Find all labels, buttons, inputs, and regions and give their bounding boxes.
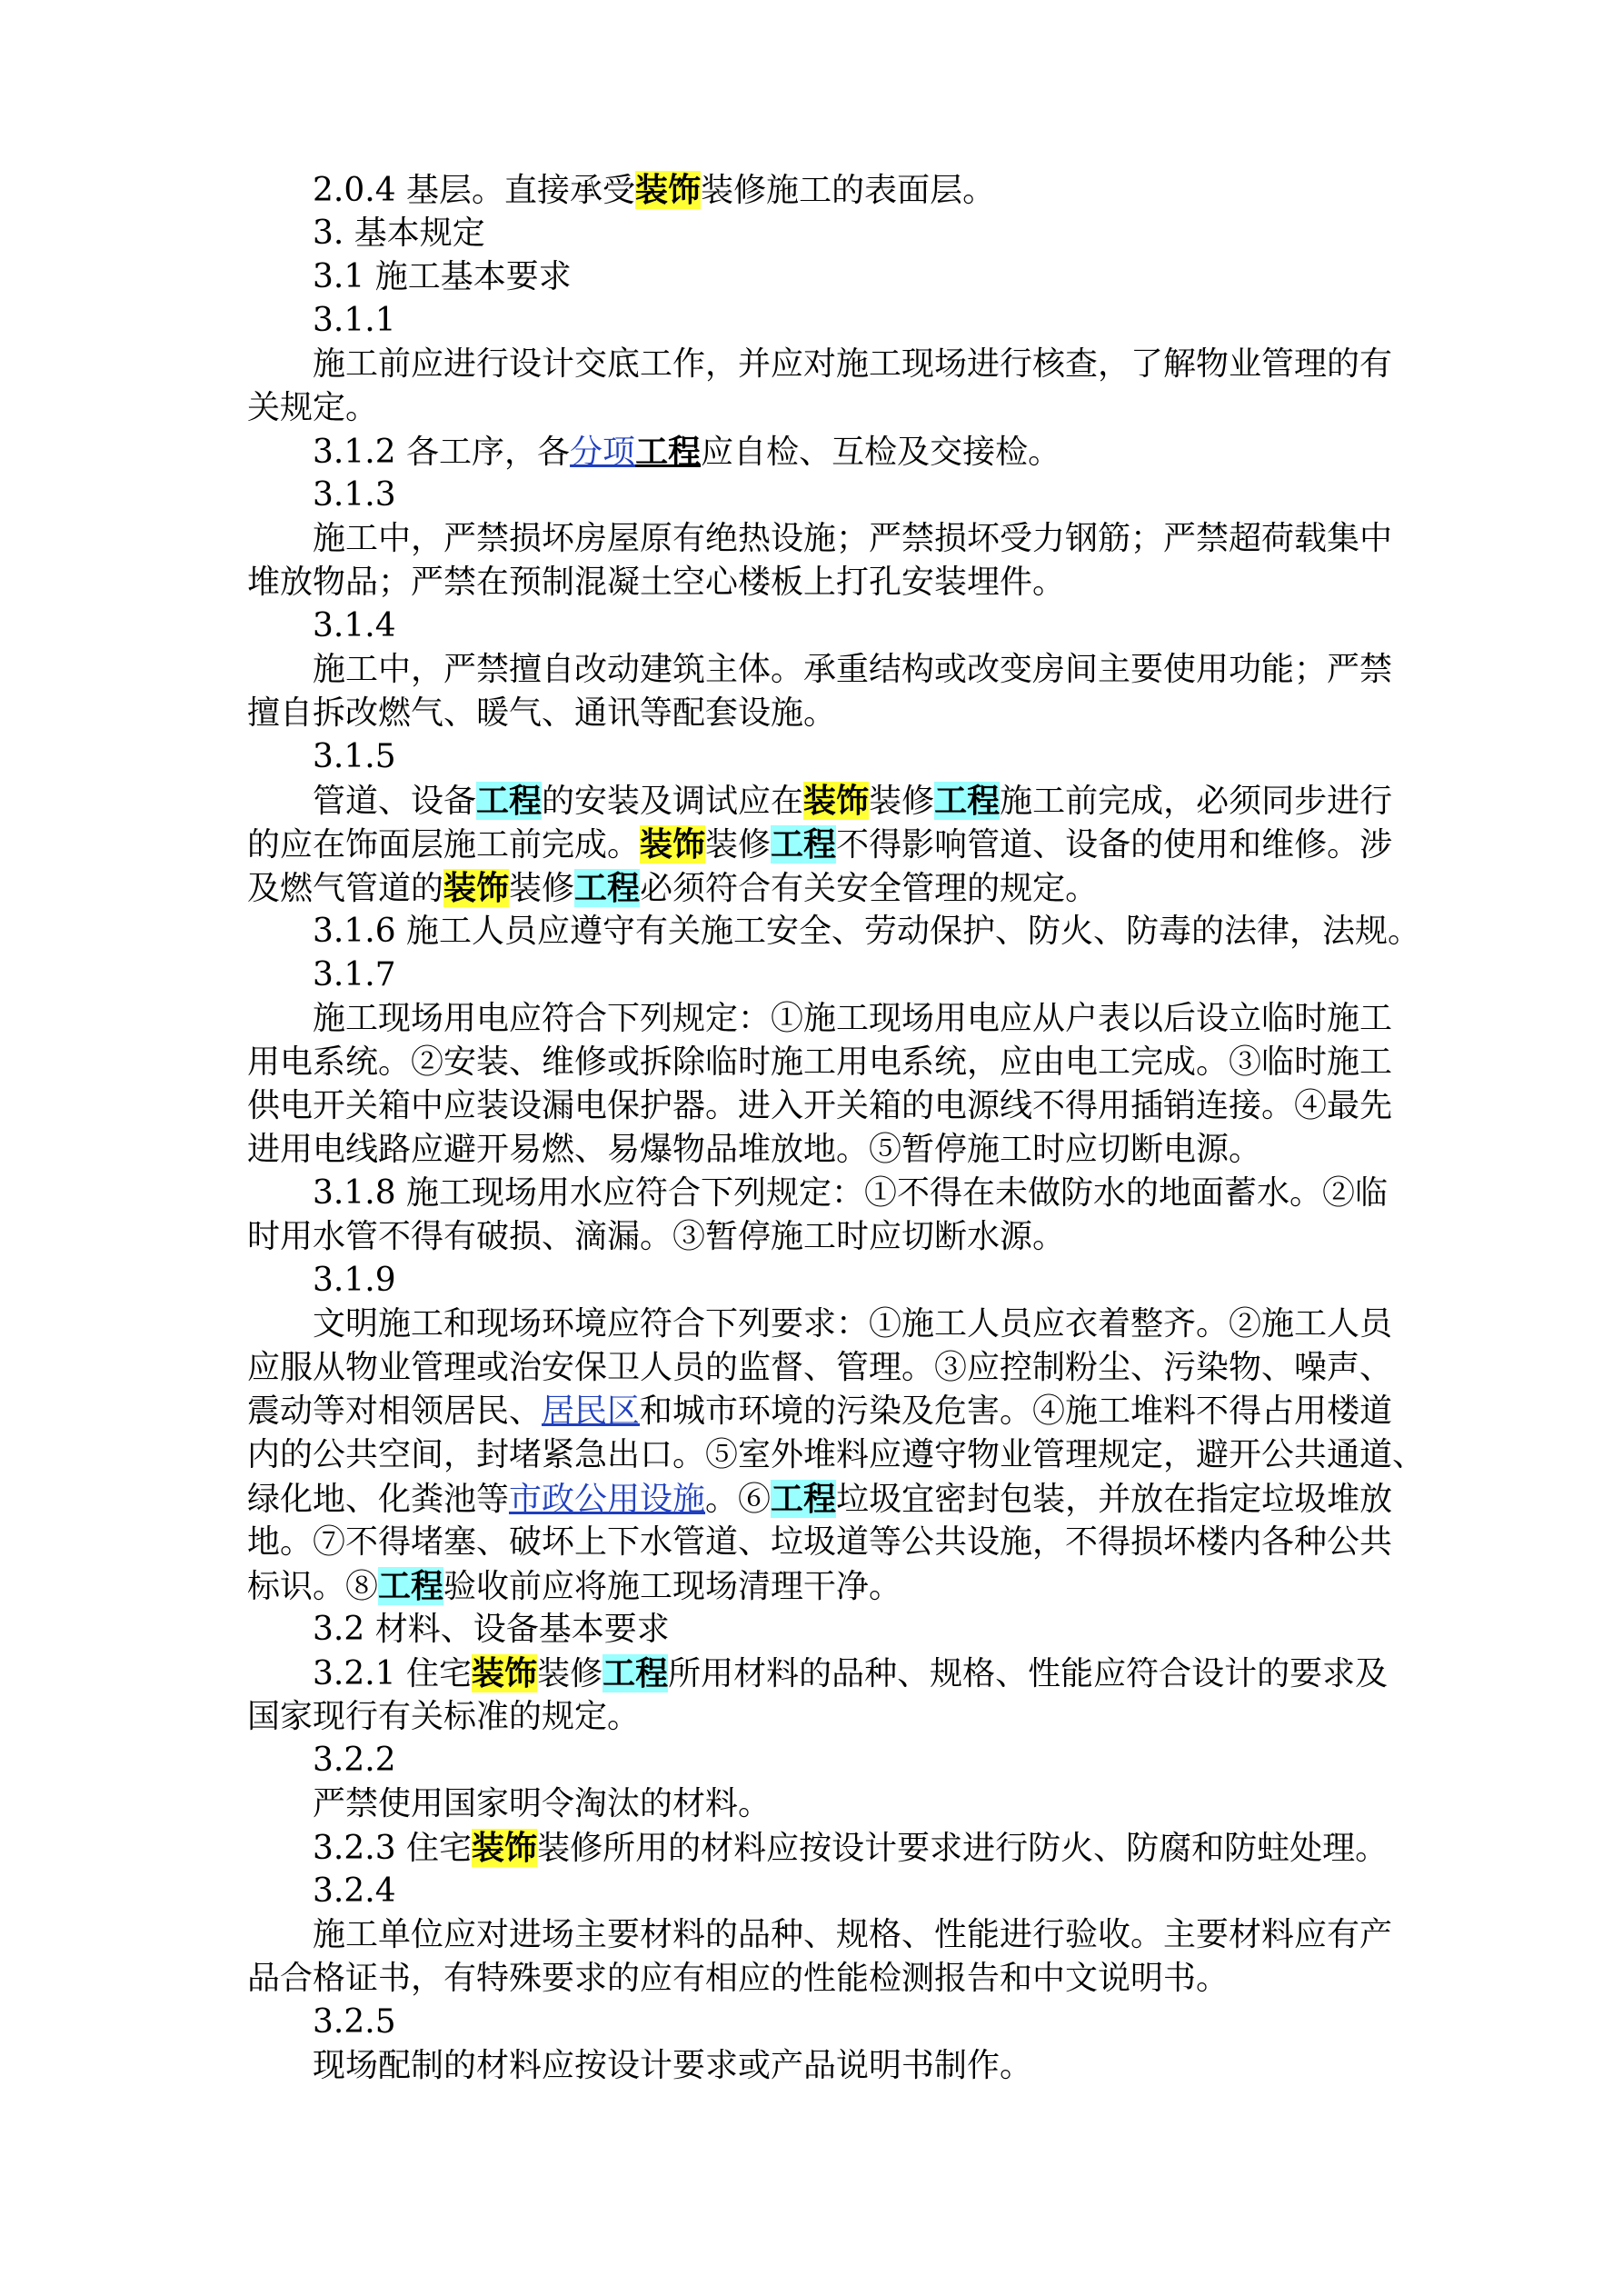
text-line <box>313 300 396 342</box>
text-run: 施工现场用电应符合下列规定：①施工现场用电应从户表以后设立临时施工 <box>313 1000 1393 1037</box>
text-line <box>247 1216 1065 1258</box>
text-run: 堆放物品；严禁在预制混凝土空心楼板上打孔安装埋件。 <box>247 564 1066 601</box>
text-run: 的安装及调试应在 <box>542 783 804 820</box>
text-line <box>313 1652 1388 1694</box>
text-line <box>313 474 396 516</box>
hyperlink[interactable]: 工程 <box>635 433 702 471</box>
text-line <box>313 256 572 298</box>
text-line <box>313 605 396 647</box>
text-run: 绿化地、化粪池等 <box>247 1481 510 1518</box>
text-run: 3.1.8 施工现场用水应符合下列规定：①不得在未做防水的地面蓄水。②临 <box>313 1174 1389 1212</box>
text-run: 进用电线路应避开易燃、易爆物品堆放地。⑤暂停施工时应切断电源。 <box>247 1131 1262 1168</box>
text-run: 不得影响管道、设备的使用和维修。涉 <box>836 826 1393 863</box>
highlight-keyword: 装饰 <box>640 825 706 863</box>
text-run: 3.1.6 施工人员应遵守有关施工安全、劳动保护、防火、防毒的法律，法规。 <box>313 913 1421 950</box>
text-run: 供电开关箱中应装设漏电保护器。进入开关箱的电源线不得用插销连接。④最先 <box>247 1087 1393 1124</box>
text-line <box>313 954 396 996</box>
highlight-keyword: 装饰 <box>803 782 870 820</box>
text-line <box>247 693 836 734</box>
highlight-keyword: 工程 <box>771 825 837 863</box>
text-run: 施工前完成，必须同步进行 <box>1000 783 1393 820</box>
text-line <box>247 1565 901 1607</box>
text-line <box>313 1260 396 1302</box>
text-run: 必须符合有关安全管理的规定。 <box>640 870 1099 907</box>
text-run: 现场配制的材料应按设计要求或产品说明书制作。 <box>313 2047 1033 2084</box>
text-run: 施工中，严禁损坏房屋原有绝热设施；严禁损坏受力钢筋；严禁超荷载集中 <box>313 520 1393 557</box>
text-line <box>313 649 1392 691</box>
text-run: 施工单位应对进场主要材料的品种、规格、性能进行验收。主要材料应有产 <box>313 1916 1393 1953</box>
text-line <box>247 1347 1392 1389</box>
highlight-keyword: 工程 <box>574 869 641 907</box>
text-run: 施工中，严禁擅自改动建筑主体。承重结构或改变房间主要使用功能；严禁 <box>313 651 1393 688</box>
text-line <box>313 911 1420 953</box>
text-run: 3.1 施工基本要求 <box>313 258 572 295</box>
text-line <box>313 780 1392 822</box>
text-run: 3.1.2 各工序，各 <box>313 434 571 471</box>
text-run: 装修 <box>869 783 935 820</box>
text-line <box>313 431 1060 473</box>
text-run: 及燃气管道的 <box>247 870 444 907</box>
text-run: 关规定。 <box>247 389 379 426</box>
text-line <box>313 169 995 211</box>
text-run: 3.2.2 <box>313 1742 396 1779</box>
text-line <box>313 1173 1388 1214</box>
highlight-keyword: 工程 <box>602 1654 669 1692</box>
highlight-keyword: 工程 <box>771 1480 837 1518</box>
text-run: 2.0.4 基层。直接承受 <box>313 172 636 209</box>
text-line <box>313 518 1392 560</box>
text-run: 内的公共空间，封堵紧急出口。⑤室外堆料应遵守物业管理规定，避开公共通道、 <box>247 1436 1426 1473</box>
text-line <box>313 344 1392 385</box>
hyperlink[interactable]: 居民区 <box>542 1393 641 1430</box>
text-line <box>313 2045 1032 2087</box>
hyperlink[interactable]: 分项 <box>570 434 636 471</box>
hyperlink[interactable]: 市政公用设施 <box>509 1481 706 1518</box>
text-run: 文明施工和现场环境应符合下列要求：①施工人员应衣着整齐。②施工人员 <box>313 1305 1393 1343</box>
text-line <box>247 1522 1392 1563</box>
text-run: 和城市环境的污染及危害。④施工堆料不得占用楼道 <box>640 1393 1393 1430</box>
text-run: 装修施工的表面层。 <box>701 172 996 209</box>
text-line <box>313 1871 396 1912</box>
text-run: 所用材料的品种、规格、性能应符合设计的要求及 <box>668 1655 1389 1692</box>
text-run: 擅自拆改燃气、暖气、通讯等配套设施。 <box>247 694 837 732</box>
highlight-keyword: 装饰 <box>472 1654 538 1692</box>
text-run: 3.2.4 <box>313 1872 396 1910</box>
highlight-keyword: 装饰 <box>443 869 510 907</box>
highlight-keyword: 工程 <box>378 1567 444 1605</box>
highlight-keyword: 工程 <box>934 782 1001 820</box>
text-run: 标识。⑧ <box>247 1568 379 1605</box>
text-run: 装修 <box>537 1655 603 1692</box>
text-line <box>247 1958 1229 2000</box>
text-run: 时用水管不得有破损、滴漏。③暂停施工时应切断水源。 <box>247 1218 1066 1255</box>
text-line <box>247 1129 1261 1171</box>
text-run: 3.2.1 住宅 <box>313 1655 473 1692</box>
text-line <box>313 736 396 778</box>
text-line <box>247 1391 1392 1433</box>
text-line <box>247 387 378 429</box>
text-run: 3.1.1 <box>313 302 396 339</box>
text-run: 应服从物业管理或治安保卫人员的监督、管理。③应控制粉尘、污染物、噪声、 <box>247 1349 1393 1386</box>
text-line <box>313 1740 396 1782</box>
text-line <box>313 1827 1388 1869</box>
text-run: 3.2 材料、设备基本要求 <box>313 1611 670 1648</box>
text-run: 装修所用的材料应按设计要求进行防火、防腐和防蛀处理。 <box>537 1830 1389 1867</box>
text-run: 3.1.9 <box>313 1262 396 1299</box>
text-line <box>313 998 1392 1040</box>
text-line <box>247 867 1098 909</box>
text-run: 震动等对相领居民、 <box>247 1393 543 1430</box>
text-run: 地。⑦不得堵塞、破坏上下水管道、垃圾道等公共设施，不得损坏楼内各种公共 <box>247 1523 1393 1561</box>
text-run: 3. 基本规定 <box>313 215 485 252</box>
text-line <box>247 562 1065 604</box>
highlight-keyword: 装饰 <box>635 171 702 209</box>
text-run: 验收前应将施工现场清理干净。 <box>443 1568 902 1605</box>
text-run: 3.1.7 <box>313 956 396 993</box>
text-run: 品合格证书，有特殊要求的应有相应的性能检测报告和中文说明书。 <box>247 1960 1230 1997</box>
text-run: 。⑥ <box>705 1481 772 1518</box>
text-run: 应自检、互检及交接检。 <box>701 434 1061 471</box>
text-line <box>247 824 1392 865</box>
text-run: 装修 <box>509 870 575 907</box>
text-line <box>313 2002 396 2043</box>
text-line <box>247 1434 1425 1476</box>
text-run: 垃圾宜密封包装，并放在指定垃圾堆放 <box>836 1481 1393 1518</box>
text-run: 3.2.3 住宅 <box>313 1830 473 1867</box>
text-run: 3.1.5 <box>313 738 396 775</box>
text-line <box>313 1914 1392 1956</box>
highlight-keyword: 工程 <box>476 782 543 820</box>
text-run: 3.1.4 <box>313 607 396 644</box>
text-line <box>313 1609 670 1651</box>
text-run: 3.2.5 <box>313 2003 396 2041</box>
text-line <box>247 1478 1392 1520</box>
text-run: 用电系统。②安装、维修或拆除临时施工用电系统，应由电工完成。③临时施工 <box>247 1043 1393 1081</box>
text-run: 装修 <box>705 826 772 863</box>
highlight-keyword: 装饰 <box>472 1829 538 1867</box>
text-run: 严禁使用国家明令淘汰的材料。 <box>313 1785 772 1822</box>
text-line <box>313 213 485 255</box>
text-run: 3.1.3 <box>313 476 396 514</box>
text-run: 国家现行有关标准的规定。 <box>247 1698 641 1735</box>
text-run: 的应在饰面层施工前完成。 <box>247 826 641 863</box>
text-line <box>247 1085 1392 1127</box>
text-line <box>247 1696 640 1738</box>
text-line <box>313 1783 771 1825</box>
text-line <box>313 1303 1392 1345</box>
text-run: 管道、设备 <box>313 783 477 820</box>
text-run: 施工前应进行设计交底工作，并应对施工现场进行核查，了解物业管理的有 <box>313 345 1393 383</box>
text-line <box>247 1042 1392 1083</box>
